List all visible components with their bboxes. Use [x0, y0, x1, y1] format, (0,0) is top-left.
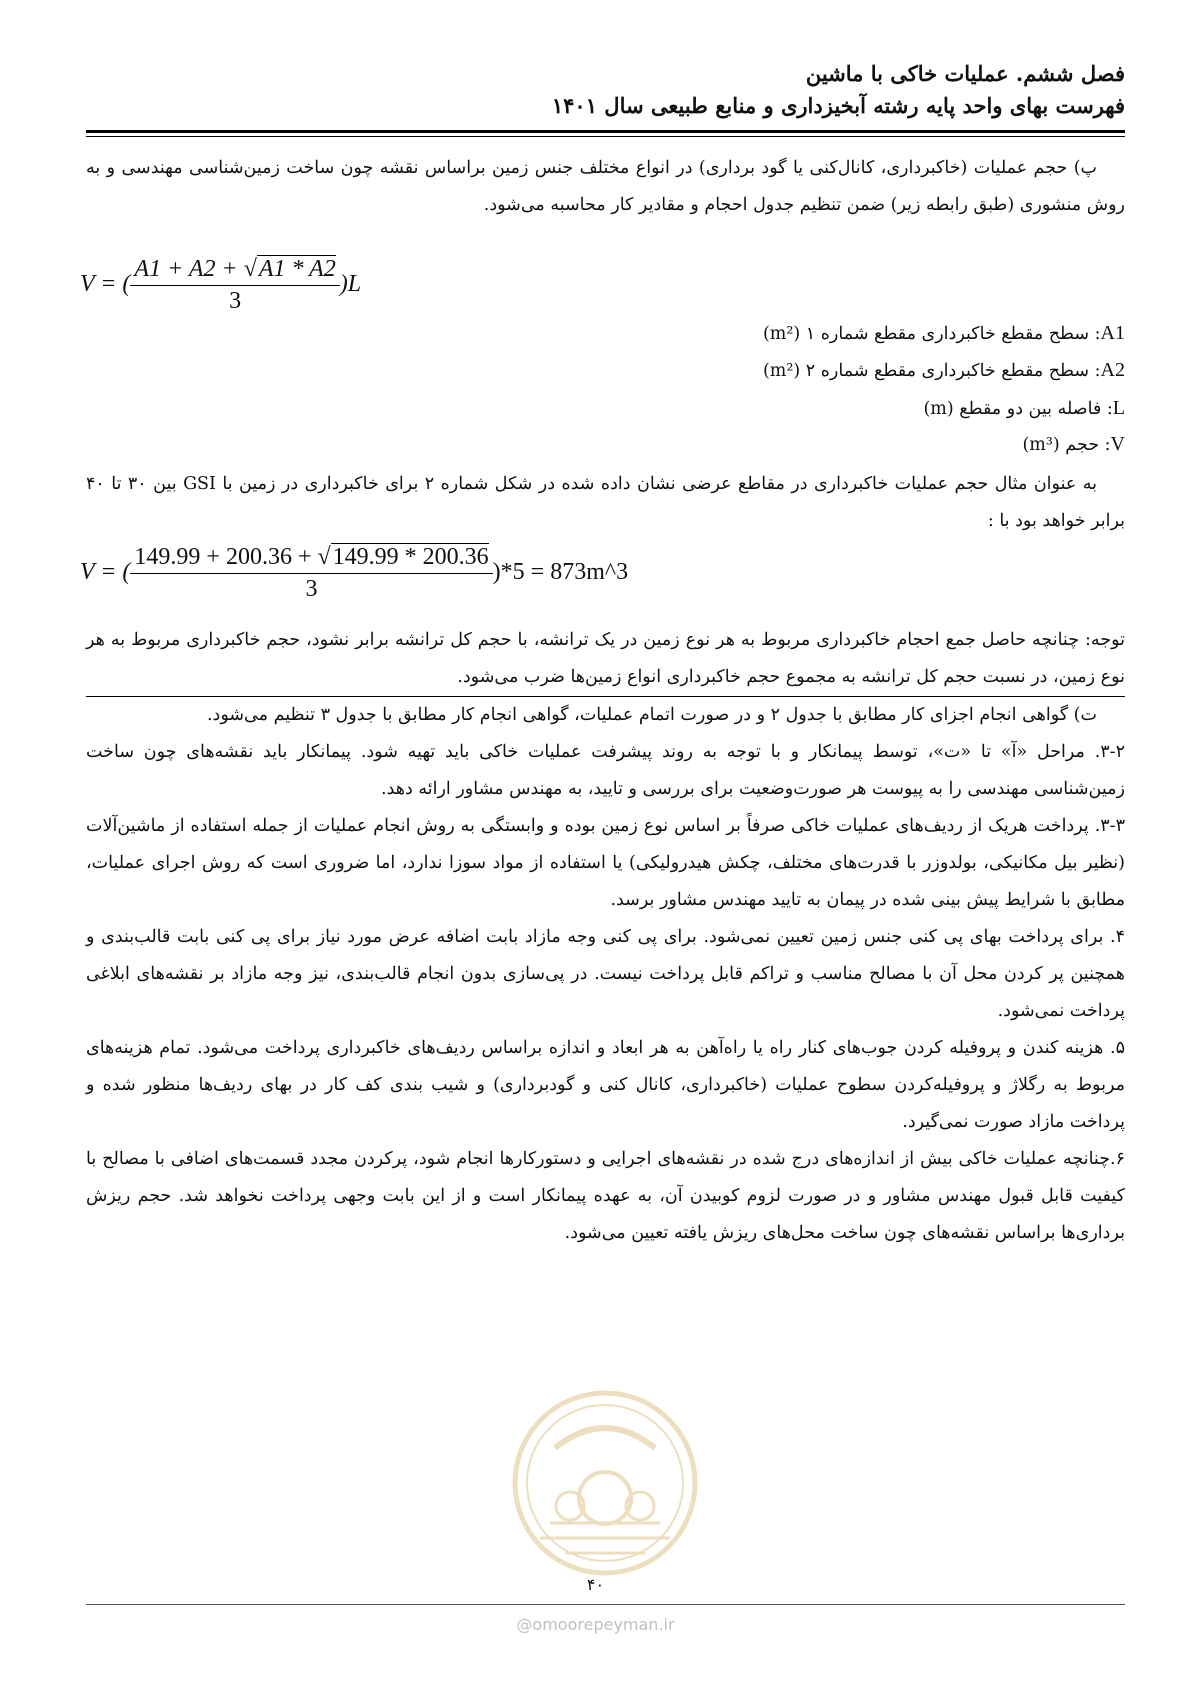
paragraph-4: ۴. برای پرداخت بهای پی کنی جنس زمین تعیین نمی‌شود. برای پی کنی وجه مازاد بابت اضافه عرض مورد نیاز برای پی کنی بابت قالب‌بندی و همچنین پر کردن محل آن با مصالح مناسب و تراکم قابل پرداخت نیست. در پی‌سازی بدون انجام قالب‌بندی، نیز وجه مازاد بر نقشه‌های ابلاغی پرداخت نمی‌شود. [86, 927, 1125, 1021]
watermark-logo [510, 1388, 700, 1578]
example-formula [80, 544, 628, 603]
footer-rule [86, 1604, 1125, 1605]
formula1-numerator: A1 + A2 + [134, 256, 244, 282]
definition-l: L: فاصله بین دو مقطع (m) [923, 397, 1125, 419]
definition-v: V: حجم (m³) [1022, 433, 1125, 455]
header-rule-thick [86, 130, 1125, 133]
formula2-fraction [130, 544, 492, 603]
intro-block [86, 150, 1125, 224]
paragraph-5: ۵. هزینه کندن و پروفیله کردن جوب‌های کنار راه یا راه‌آهن به هر ابعاد و اندازه براساس ردیف‌های خاکبرداری پرداخت می‌شود. تمام هزینه‌های مربوط به رگلاژ و پروفیله‌کردن سطوح عملیات (خاکبرداری، کانال کنی و گودبرداری) و شیب بندی کف کار در بهای ردیف‌ها منظور شده و پرداخت مازاد صورت نمی‌گیرد. [86, 1038, 1125, 1132]
example-block [86, 466, 1125, 540]
paragraph-3-2: ۳-۲. مراحل «آ» تا «ت»، توسط پیمانکار و با توجه به روند پیشرفت عملیات خاکی باید تهیه شود. پیمانکار باید نقشه‌های چون ساخت زمین‌شناسی مهندسی را به پیوست هر صورت‌وضعیت برای بررسی و تایید، به مهندس مشاور ارائه دهد. [86, 742, 1125, 799]
formula2-lhs: V = ( [80, 559, 131, 586]
document-title: فهرست بهای واحد پایه رشته آبخیزداری و منابع طبیعی سال ۱۴۰۱ [551, 93, 1125, 118]
chapter-title: فصل ششم. عملیات خاکی با ماشین [805, 61, 1125, 86]
formula2-rhs: )*5 = 873m^3 [492, 559, 629, 586]
formula1-fraction [130, 256, 339, 315]
paragraph-3-3: ۳-۳. پرداخت هریک از ردیف‌های عملیات خاکی صرفاً بر اساس نوع زمین بوده و وابستگی به روش انجام عملیات از جمله استفاده از ماشین‌آلات (نظیر بیل مکانیکی، بولدوزر با قدرت‌های مختلف، چکش هیدرولیکی) یا استفاده از مواد سوزا ندارد، اما ضروری است که روش اجرای عملیات، مطابق با شرایط پیش بینی شده در پیمان به تایید مهندس مشاور برسد. [86, 816, 1125, 910]
formula1-lhs: V = ( [80, 271, 131, 298]
page-number: ۴۰ [586, 1575, 605, 1594]
paragraph-6: ۶.چنانچه عملیات خاکی بیش از اندازه‌های درج شده در نقشه‌های اجرایی و دستورکارها انجام شود، پرکردن مجدد قسمت‌های اضافی با مصالح با کیفیت قابل قبول مهندس مشاور و در صورت لزوم کوبیدن آن، به عهده پیمانکار است و از این بابت وجهی پرداخت نخواهد شد. حجم ریزش برداری‌ها براساس نقشه‌های چون ساخت محل‌های ریزش یافته تعیین می‌شود. [86, 1149, 1125, 1243]
note-paragraph: توجه: چنانچه حاصل جمع احجام خاکبرداری مربوط به هر نوع زمین در یک ترانشه، با حجم کل ترانشه برابر نشود، حجم خاکبرداری مربوط به هر نوع زمین، در نسبت حجم کل ترانشه به مجموع حجم خاکبرداری انواع زمین‌ها ضرب می‌شود. [86, 622, 1125, 697]
paragraph-t: ت) گواهی انجام اجزای کار مطابق با جدول ۲ و در صورت اتمام عملیات، گواهی انجام کار مطابق با جدول ۳ تنظیم می‌شود. [206, 705, 1097, 725]
formula1-denominator: 3 [229, 288, 242, 314]
sqrt-sign: √ [317, 544, 331, 570]
formula2-sqrt: 149.99 * 200.36 [332, 544, 489, 570]
formula2-denominator: 3 [305, 576, 318, 602]
intro-paragraph: پ) حجم عملیات (خاکبرداری، کانال‌کنی یا گود برداری) در انواع مختلف جنس زمین براساس نقشه چون ساخت زمین‌شناسی مهندسی و به روش منشوری (طبق رابطه زیر) ضمن تنظیم جدول احجام و مقادیر کار محاسبه می‌شود. [86, 158, 1125, 215]
formula1-sqrt: A1 * A2 [258, 256, 336, 282]
formula2-numerator: 149.99 + 200.36 + [134, 544, 318, 570]
header-rule-thin [86, 136, 1125, 137]
volume-formula [80, 256, 361, 315]
sqrt-sign: √ [243, 256, 257, 282]
formula1-rhs: )L [339, 271, 362, 298]
example-paragraph: به عنوان مثال حجم عملیات خاکبرداری در مقاطع عرضی نشان داده شده در شکل شماره ۲ برای خاکبرداری در زمین با GSI بین ۳۰ تا ۴۰ برابر خواهد بود با : [86, 474, 1125, 531]
definition-a1: A1: سطح مقطع خاکبرداری مقطع شماره ۱ (m²) [762, 322, 1125, 344]
definition-a2: A2: سطح مقطع خاکبرداری مقطع شماره ۲ (m²) [762, 359, 1125, 381]
page-header [86, 58, 1125, 122]
main-text [86, 622, 1125, 1252]
watermark-site: @omoorepeyman.ir [516, 1615, 675, 1634]
